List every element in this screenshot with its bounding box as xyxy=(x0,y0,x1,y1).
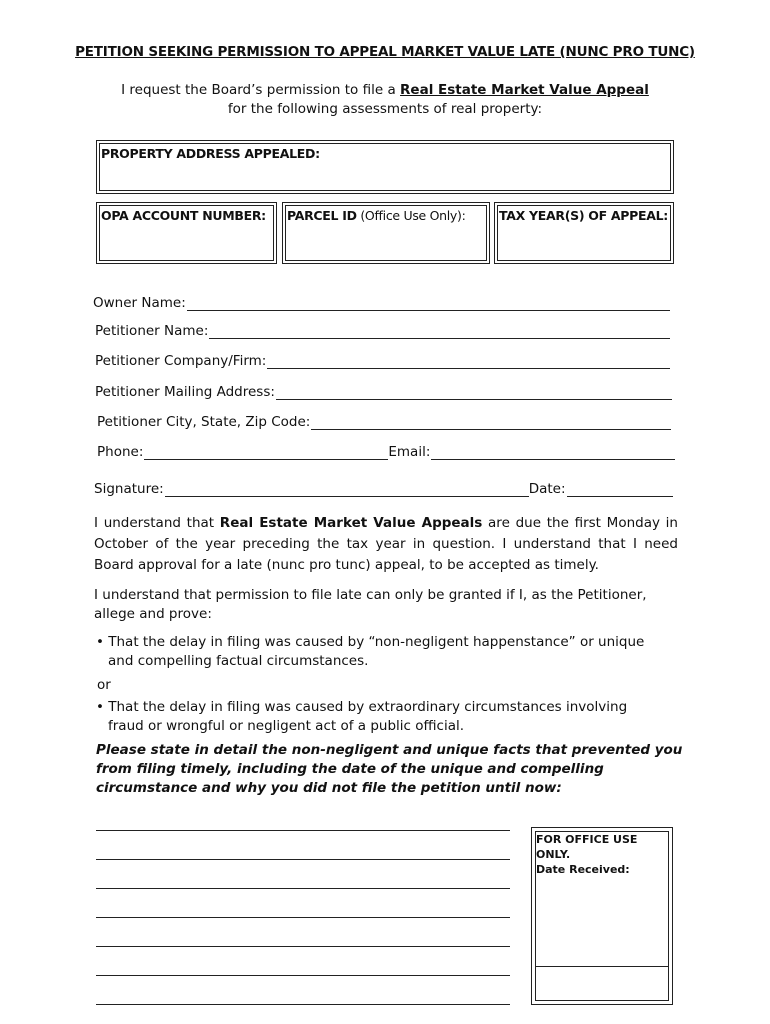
signature-line[interactable] xyxy=(165,482,529,497)
signature-label: Signature: xyxy=(94,481,164,497)
explanation-line[interactable] xyxy=(96,1004,510,1005)
phone-label: Phone: xyxy=(97,444,144,460)
explanation-line[interactable] xyxy=(96,975,510,976)
owner-name-label: Owner Name: xyxy=(93,295,186,311)
petitioner-city-line[interactable] xyxy=(311,415,671,430)
parcel-id-label xyxy=(287,208,466,223)
intro-text: I request the Board’s permission to file a xyxy=(121,82,401,98)
office-use-heading: FOR OFFICE USE ONLY. xyxy=(536,833,638,861)
tax-years-label: TAX YEAR(S) OF APPEAL: xyxy=(499,208,668,223)
deadline-text-pre: I understand that xyxy=(94,515,220,531)
bullet-1-line-1: • That the delay in filing was caused by “non-negligent happenstance” or unique xyxy=(96,634,645,650)
deadline-text-post: are due the first Monday in October of the year preceding the tax year in question. I understand that I need Board approval for a late (nunc pro tunc) appeal, to be accepted as timely. xyxy=(94,515,678,573)
opa-account-box[interactable] xyxy=(96,202,277,264)
bullet-2-line-1: • That the delay in filing was caused by extraordinary circumstances involving xyxy=(96,699,628,715)
page-title: PETITION SEEKING PERMISSION TO APPEAL MARKET VALUE LATE (NUNC PRO TUNC) xyxy=(75,44,695,60)
tax-years-box[interactable] xyxy=(494,202,674,264)
intro-appeal-link: Real Estate Market Value Appeal xyxy=(400,82,649,98)
petitioner-city-label: Petitioner City, State, Zip Code: xyxy=(97,414,311,430)
petitioner-mailing-line[interactable] xyxy=(276,385,672,400)
signature-date-row xyxy=(94,481,673,497)
deadline-text-bold: Real Estate Market Value Appeals xyxy=(219,515,483,531)
petitioner-mailing-field[interactable] xyxy=(95,384,672,400)
email-line[interactable] xyxy=(431,445,675,460)
date-line[interactable] xyxy=(567,482,673,497)
office-use-box xyxy=(531,827,673,1005)
petitioner-name-field[interactable] xyxy=(95,323,670,339)
phone-line[interactable] xyxy=(144,445,388,460)
office-use-text xyxy=(536,832,672,877)
intro-line-2: for the following assessments of real property: xyxy=(227,101,543,117)
petitioner-name-label: Petitioner Name: xyxy=(95,323,209,339)
date-label: Date: xyxy=(528,481,566,497)
explanation-line[interactable] xyxy=(96,917,510,918)
phone-email-row xyxy=(97,444,675,460)
petitioner-company-label: Petitioner Company/Firm: xyxy=(95,353,267,369)
office-use-bottom-cell xyxy=(535,966,669,1001)
petitioner-city-field[interactable] xyxy=(97,414,671,430)
property-address-box[interactable] xyxy=(96,140,674,194)
petitioner-name-line[interactable] xyxy=(209,324,670,339)
or-separator: or xyxy=(97,677,111,693)
owner-name-field[interactable] xyxy=(93,295,670,311)
office-date-received-label: Date Received: xyxy=(536,863,630,876)
parcel-id-label-main: PARCEL ID xyxy=(287,208,357,223)
parcel-id-box[interactable] xyxy=(282,202,490,264)
opa-account-label: OPA ACCOUNT NUMBER: xyxy=(101,208,266,223)
property-address-label: PROPERTY ADDRESS APPEALED: xyxy=(101,146,320,161)
parcel-id-label-note: (Office Use Only): xyxy=(356,208,466,223)
email-label: Email: xyxy=(388,444,431,460)
explanation-line[interactable] xyxy=(96,888,510,889)
petitioner-company-line[interactable] xyxy=(267,354,670,369)
bullet-1-line-2: and compelling factual circumstances. xyxy=(108,653,369,669)
permission-paragraph: I understand that permission to file late can only be granted if I, as the Petitioner, allege and prove: xyxy=(94,587,647,622)
bullet-2-line-2: fraud or wrongful or negligent act of a public official. xyxy=(108,718,465,734)
petitioner-company-field[interactable] xyxy=(95,353,670,369)
instructions-text: Please state in detail the non-negligent and unique facts that prevented you from filing timely, including the date of the unique and compelling circumstance and why you did not file the petition until now: xyxy=(96,742,683,796)
owner-name-line[interactable] xyxy=(187,296,670,311)
explanation-line[interactable] xyxy=(96,830,510,831)
petitioner-mailing-label: Petitioner Mailing Address: xyxy=(95,384,275,400)
explanation-line[interactable] xyxy=(96,859,510,860)
deadline-paragraph xyxy=(94,513,678,576)
explanation-line[interactable] xyxy=(96,946,510,947)
intro-line-1 xyxy=(0,82,770,98)
